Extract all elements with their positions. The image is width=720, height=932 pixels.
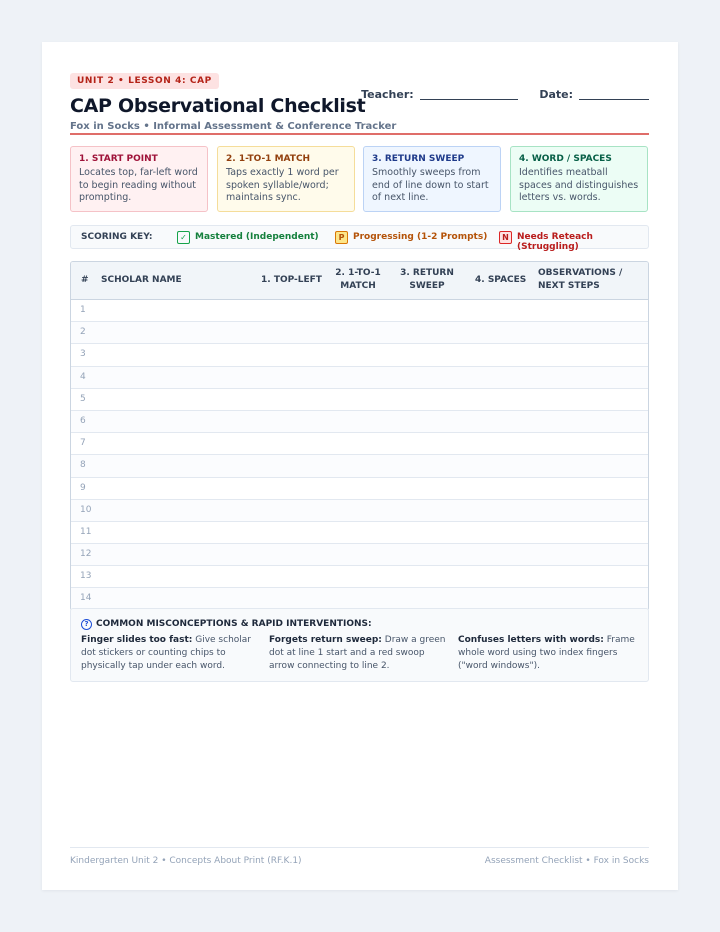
card-title: 3. RETURN SWEEP	[372, 154, 465, 164]
row-number: 7	[80, 438, 86, 449]
teacher-field[interactable]	[361, 88, 518, 101]
column-header-spaces: 4. SPACES	[475, 275, 527, 285]
table-row[interactable]	[71, 588, 648, 609]
teacher-label: Teacher:	[361, 88, 414, 101]
column-header-observations: OBSERVATIONS / NEXT STEPS	[538, 268, 623, 291]
teacher-line	[420, 99, 518, 100]
progressing-p-icon: P	[335, 231, 348, 244]
header-divider	[70, 133, 649, 135]
criteria-card-1-to-1-match	[217, 146, 355, 212]
column-header-scholar-name: SCHOLAR NAME	[101, 275, 182, 285]
row-number: 5	[80, 393, 86, 404]
criteria-card-word-spaces	[510, 146, 648, 212]
misconceptions-title	[81, 619, 372, 630]
table-row[interactable]	[71, 322, 648, 344]
row-number: 4	[80, 371, 86, 382]
misconceptions-title-text: COMMON MISCONCEPTIONS & RAPID INTERVENTIONS:	[96, 619, 372, 629]
date-line	[579, 99, 649, 100]
table-row[interactable]	[71, 367, 648, 389]
worksheet-page	[42, 42, 678, 890]
card-description: Locates top, far-left word to begin reading without prompting.	[79, 167, 198, 203]
criteria-card-start-point	[70, 146, 208, 212]
column-header-return-sweep: 3. RETURN SWEEP	[400, 268, 454, 291]
row-number: 1	[80, 305, 86, 315]
card-description: Taps exactly 1 word per spoken syllable/word; maintains sync.	[226, 167, 339, 203]
scoring-key	[70, 225, 649, 252]
row-number: 10	[80, 504, 92, 515]
misconception-item	[269, 634, 449, 673]
date-label: Date:	[539, 88, 573, 101]
table-row[interactable]	[71, 300, 648, 322]
reteach-label: Needs Reteach (Struggling)	[517, 232, 593, 252]
observation-table	[70, 261, 649, 611]
row-number: 13	[80, 571, 92, 582]
row-number: 12	[80, 549, 92, 560]
table-row[interactable]	[71, 500, 648, 522]
row-number: 6	[80, 415, 86, 426]
card-description: Identifies meatball spaces and distinguishes letters vs. words.	[519, 167, 639, 203]
row-number: 2	[80, 327, 86, 338]
table-row[interactable]	[71, 389, 648, 411]
column-header-number: #	[81, 275, 89, 285]
misconception-text: Frame whole word using two index fingers ("word windows").	[458, 635, 635, 671]
misconception-text: Draw a green dot at line 1 start and a red swoop arrow connecting to line 2.	[269, 635, 446, 671]
footer-left: Kindergarten Unit 2 • Concepts About Print (RF.K.1)	[70, 856, 302, 866]
scoring-key-label: SCORING KEY:	[81, 232, 153, 242]
misconception-lead: Forgets return sweep:	[269, 635, 382, 645]
card-title: 4. WORD / SPACES	[519, 154, 612, 164]
card-description: Smoothly sweeps from end of line down to start of next line.	[372, 167, 489, 203]
table-row[interactable]	[71, 478, 648, 500]
page-title: CAP Observational Checklist	[70, 95, 366, 117]
misconceptions-box	[70, 608, 649, 682]
misconception-lead: Finger slides too fast:	[81, 635, 193, 645]
lesson-badge: UNIT 2 • LESSON 4: CAP	[70, 73, 219, 89]
card-title: 2. 1-TO-1 MATCH	[226, 154, 311, 164]
row-number: 8	[80, 460, 86, 471]
mastered-label: Mastered (Independent)	[195, 232, 319, 242]
table-row[interactable]	[71, 544, 648, 566]
table-row[interactable]	[71, 566, 648, 588]
row-number: 14	[80, 593, 92, 604]
reteach-n-icon: N	[499, 231, 512, 244]
table-row[interactable]	[71, 522, 648, 544]
date-field[interactable]	[539, 88, 649, 101]
table-body	[71, 300, 648, 610]
progressing-label: Progressing (1-2 Prompts)	[353, 232, 488, 242]
row-number: 11	[80, 526, 92, 537]
page-footer	[70, 847, 649, 866]
misconception-lead: Confuses letters with words:	[458, 635, 604, 645]
criteria-card-return-sweep	[363, 146, 501, 212]
misconception-item	[458, 634, 638, 673]
table-row[interactable]	[71, 344, 648, 366]
header-fields	[361, 88, 649, 101]
question-icon: ?	[81, 619, 92, 630]
row-number: 3	[80, 349, 86, 360]
footer-right: Assessment Checklist • Fox in Socks	[484, 856, 649, 866]
table-row[interactable]	[71, 411, 648, 433]
page-subtitle: Fox in Socks • Informal Assessment & Conference Tracker	[70, 121, 397, 132]
card-title: 1. START POINT	[79, 154, 158, 164]
column-header-top-left: 1. TOP-LEFT	[261, 275, 322, 285]
table-row[interactable]	[71, 433, 648, 455]
misconception-item	[81, 634, 261, 673]
table-row[interactable]	[71, 455, 648, 477]
worksheet-content	[70, 68, 649, 866]
column-header-1-to-1-match: 2. 1-TO-1 MATCH	[335, 268, 381, 291]
row-number: 9	[80, 482, 86, 493]
checkmark-icon: ✓	[177, 231, 190, 244]
misconception-text: Give scholar dot stickers or counting chips to physically tap under each word.	[81, 635, 251, 671]
table-header	[71, 262, 648, 300]
criteria-cards	[70, 146, 649, 214]
